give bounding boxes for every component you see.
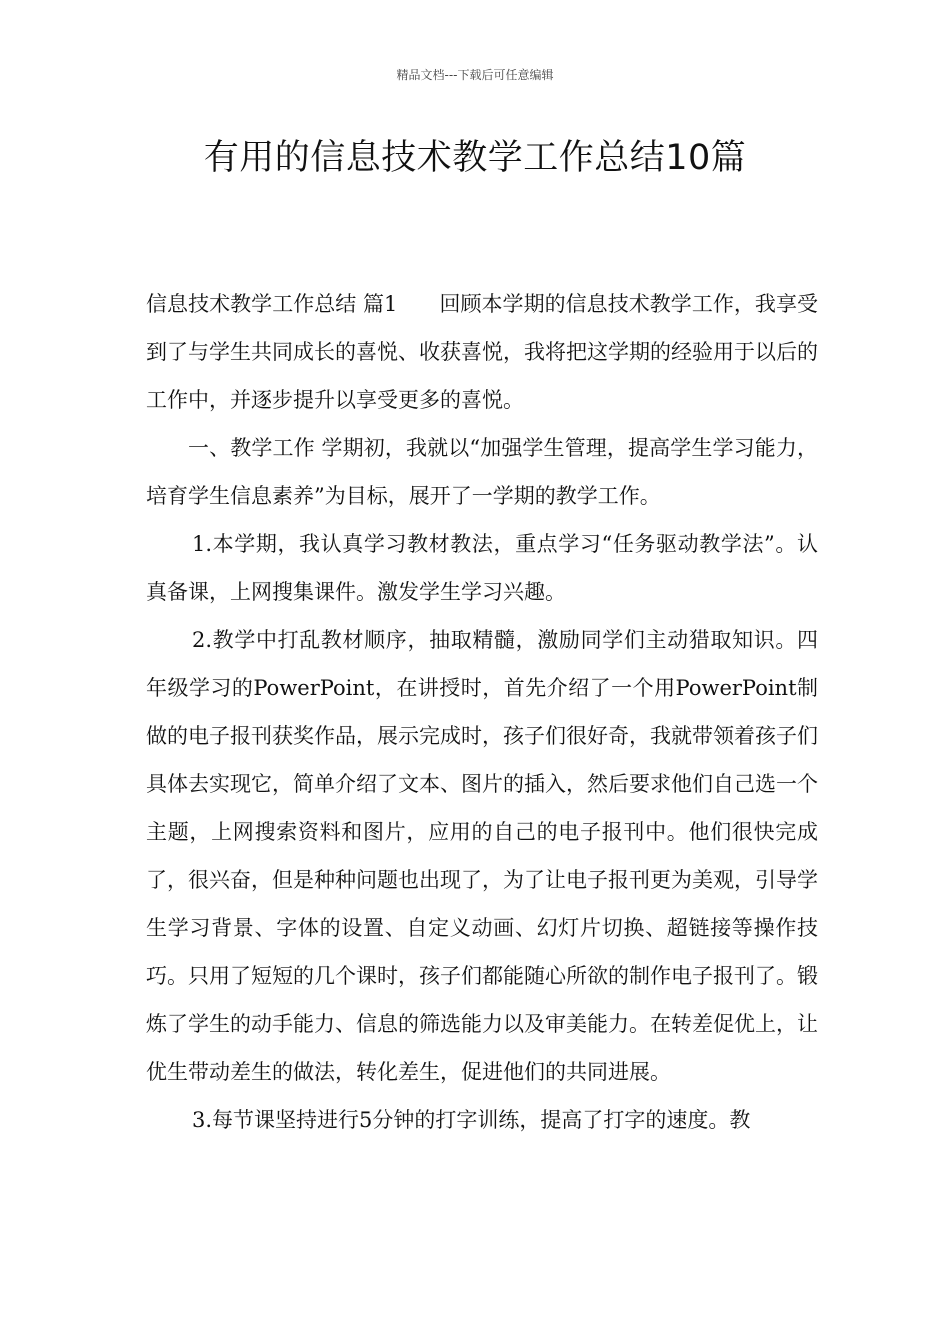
section-heading: 信息技术教学工作总结 篇1 [146,292,398,316]
document-body [146,280,818,1144]
page-header-note: 精品文档---下载后可任意编辑 [396,68,554,82]
document-title: 有用的信息技术教学工作总结10篇 [203,138,747,178]
paragraph-teaching-work: 一、教学工作 学期初，我就以“加强学生管理，提高学生学习能力，培育学生信息素养”为目标，展开了一学期的教学工作。 [146,436,818,508]
paragraph-item-1: 1.本学期，我认真学习教材教法，重点学习“任务驱动教学法”。认真备课，上网搜集课件。激发学生学习兴趣。 [146,532,818,604]
intro-text: 回顾本学期的信息技术教学工作，我享受到了与学生共同成长的喜悦、收获喜悦，我将把这学期的经验用于以后的工作中，并逐步提升以享受更多的喜悦。 [146,292,818,412]
paragraph-item-2: 2.教学中打乱教材顺序，抽取精髓，激励同学们主动猎取知识。四年级学习的PowerPoint，在讲授时，首先介绍了一个用PowerPoint制做的电子报刊获奖作品，展示完成时，孩子们很好奇，我就带领着孩子们具体去实现它，简单介绍了文本、图片的插入，然后要求他们自己选一个主题，上网搜索资料和图片，应用的自己的电子报刊中。他们很快完成了，很兴奋，但是种种问题也出现了，为了让电子报刊更为美观，引导学生学习背景、字体的设置、自定义动画、幻灯片切换、超链接等操作技巧。只用了短短的几个课时，孩子们都能随心所欲的制作电子报刊了。锻炼了学生的动手能力、信息的筛选能力以及审美能力。在转差促优上，让优生带动差生的做法，转化差生，促进他们的共同进展。 [146,628,818,1084]
intro-paragraph [146,280,818,424]
paragraph-item-3: 3.每节课坚持进行5分钟的打字训练，提高了打字的速度。教 [192,1108,751,1132]
